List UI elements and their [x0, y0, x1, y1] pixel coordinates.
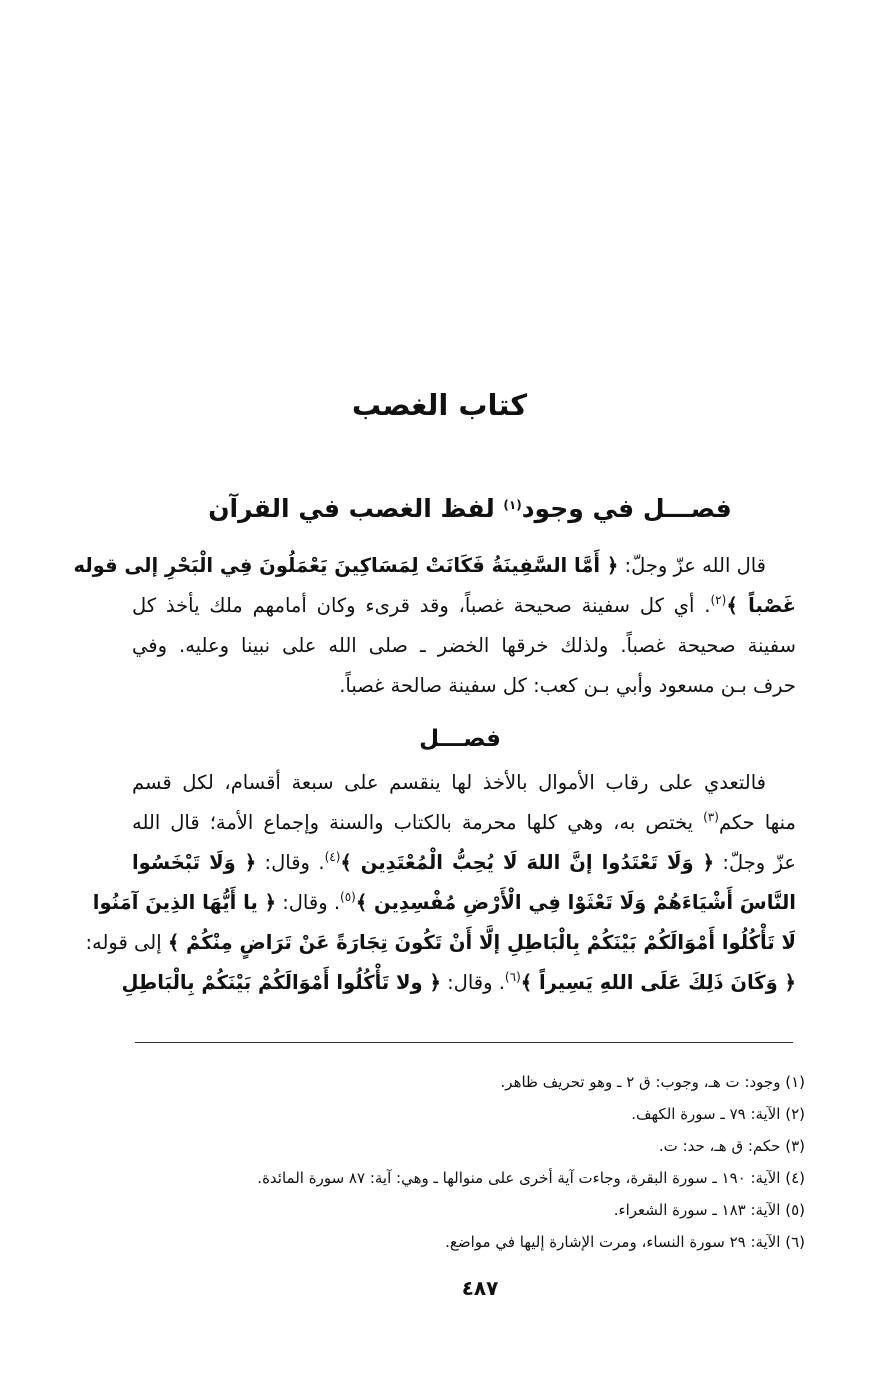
footnotes	[140, 1066, 805, 1258]
text-segment: عزّ وجلّ:	[714, 851, 797, 874]
footnote: (١) وجود: ت هـ، وجوب: ق ٢ ـ وهو تحريف ظاهر.	[500, 1073, 805, 1091]
footnote-ref[interactable]: (٤)	[324, 850, 341, 864]
footnote: (٤) الآية: ١٩٠ ـ سورة البقرة، وجاءت آية أخرى على منوالها ـ وهي: آية: ٨٧ سورة المائدة.	[257, 1169, 805, 1187]
footnote: (٦) الآية: ٢٩ سورة النساء، ومرت الإشارة إليها في مواضع.	[445, 1233, 805, 1251]
text-segment: حرف بـن مسعود وأبي بـن كعب: كل سفينة صالحة غصباً.	[339, 674, 796, 697]
quran-quote: ﴿ ولا تَأْكُلُوا أَمْوَالَكُمْ بَيْنَكُمْ بِالْبَاطِلِ	[121, 971, 441, 994]
text-line	[132, 626, 796, 666]
section-heading-text: لفظ الغصب في القرآن	[208, 494, 504, 523]
text-line	[132, 763, 796, 803]
text-line	[132, 666, 796, 706]
footnote-ref[interactable]: (١)	[503, 498, 522, 512]
footnote: (٥) الآية: ١٨٣ ـ سورة الشعراء.	[613, 1201, 805, 1219]
text-line	[73, 546, 796, 586]
footnote-divider	[135, 1042, 793, 1043]
footnote-ref[interactable]: (٢)	[710, 593, 727, 607]
text-line	[132, 586, 796, 626]
text-segment: يختص به، وهي كلها محرمة بالكتاب والسنة وإجماع الأمة؛ قال الله	[132, 811, 704, 834]
paragraph-1	[73, 546, 796, 706]
quran-quote: ﴿ وَكَانَ ذَلِكَ عَلَى اللهِ يَسِيراً ﴾	[520, 971, 796, 994]
footnote: (٣) حكم: ق هـ، حد: ت.	[658, 1137, 805, 1155]
text-segment: إلى قوله:	[85, 931, 168, 954]
text-segment: منها حكم	[718, 811, 796, 834]
quran-quote: ﴿ وَلَا تَعْتَدُوا إنَّ اللهَ لَا يُحِبُّ الْمُعْتَدِين ﴾	[340, 851, 714, 874]
section-heading	[200, 494, 740, 523]
text-segment: . أي كل سفينة صحيحة غصباً، وقد قرىء وكان أمامهم ملك يأخذ كل	[132, 594, 711, 617]
quran-quote: ﴿ يا أَيُّهَا الذِينَ آمَنُوا	[92, 891, 276, 914]
quran-quote: النَّاسَ أَشْيَاءَهُمْ وَلَا تَعْثَوْا فِي الْأَرْضِ مُفْسِدِين ﴾	[355, 891, 796, 914]
page-number: ٤٨٧	[461, 1276, 499, 1300]
book-title: كتاب الغصب	[351, 388, 528, 422]
paragraph-2	[85, 763, 797, 1003]
footnote-ref[interactable]: (٥)	[340, 890, 356, 904]
quran-quote: ﴿ وَلَا تَبْخَسُوا	[132, 851, 257, 874]
text-line	[132, 843, 796, 883]
subsection-heading: فصـــل	[419, 726, 501, 752]
text-line	[121, 963, 796, 1003]
footnote: (٢) الآية: ٧٩ ـ سورة الكهف.	[631, 1105, 805, 1123]
text-line	[92, 883, 796, 923]
footnote-ref[interactable]: (٦)	[504, 970, 521, 984]
text-line	[132, 803, 796, 843]
footnote-ref[interactable]: (٣)	[703, 810, 719, 824]
quran-quote: لَا تَأْكُلُوا أَمْوَالَكُمْ بَيْنَكُمْ بِالْبَاطِلِ إلَّا أَنْ تَكُونَ تِجَارَةً عَنْ تَرَاضٍ مِنْكُمْ ﴾	[167, 931, 796, 954]
text-segment: . وقال:	[440, 971, 505, 994]
text-segment: قال الله عزّ وجلّ:	[618, 554, 766, 577]
text-segment: سفينة صحيحة غصباً. ولذلك خرقها الخضر ـ صلى الله على نبينا وعليه. وفي	[132, 634, 796, 657]
text-segment: . وقال:	[276, 891, 341, 914]
text-segment: . وقال:	[256, 851, 325, 874]
text-line	[85, 923, 796, 963]
quran-quote: غَصْباً ﴾	[726, 594, 796, 617]
section-heading-text: فصـــل في وجود	[521, 494, 732, 523]
text-segment: فالتعدي على رقاب الأموال بالأخذ لها ينقسم على سبعة أقسام، لكل قسم	[132, 771, 766, 794]
quran-quote: ﴿ أَمَّا السَّفِينَةُ فَكَانَتْ لِمَسَاكِينَ يَعْمَلُونَ فِي الْبَحْرِ إلى قوله	[73, 554, 619, 577]
